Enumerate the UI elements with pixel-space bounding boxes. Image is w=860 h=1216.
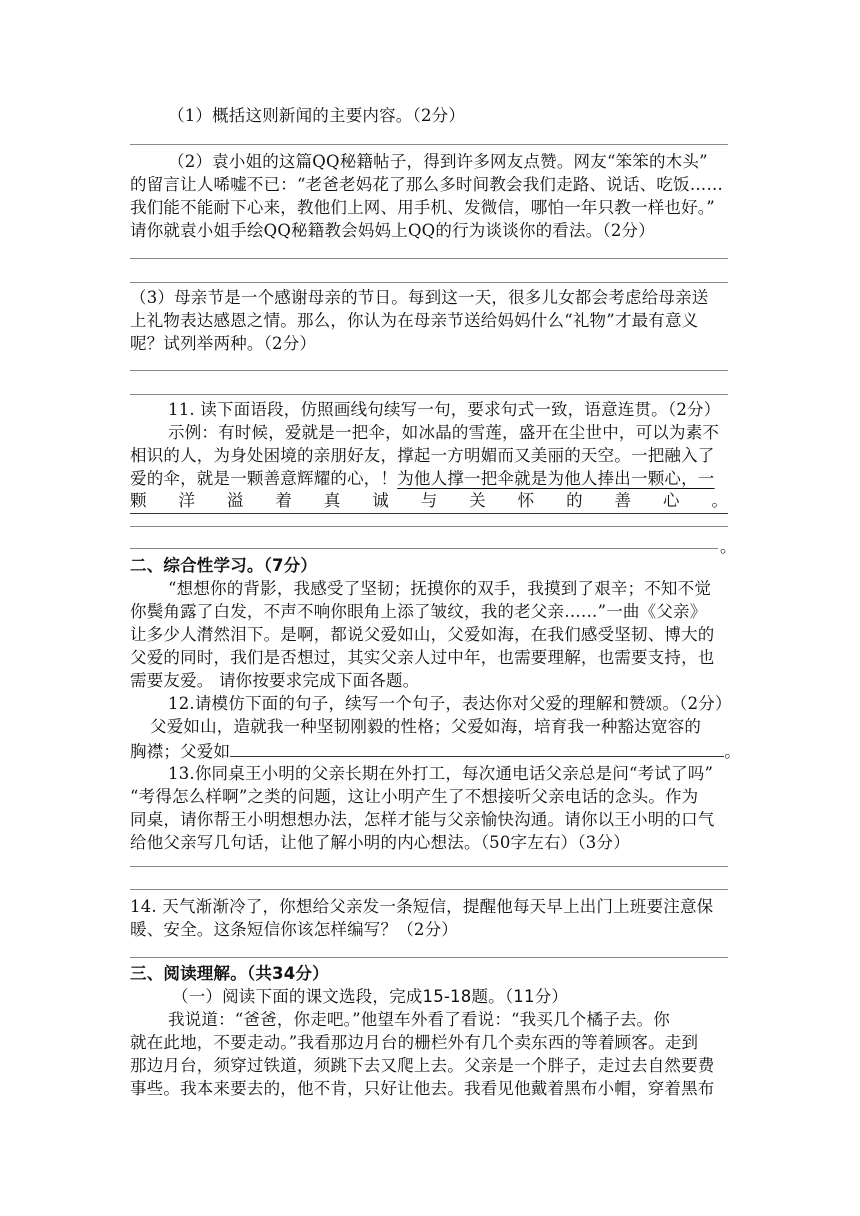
- question-11-line: 11. 读下面语段，仿照画线句续写一句，要求句式一致，语意连贯。（2分）: [168, 400, 721, 419]
- question-11-line: [130, 467, 715, 491]
- underlined-example-spread: [130, 489, 728, 514]
- answer-line: [130, 144, 728, 145]
- question-12-line: 12.请模仿下面的句子，续写一个句子，表达你对父爱的理解和赞颂。（2分）: [168, 694, 732, 713]
- passage-2-line: 需要友爱。 请你按要求完成下面各题。: [130, 671, 420, 690]
- spread-char: 关: [469, 491, 486, 510]
- passage-3-line: 我说道：“爸爸，你走吧。”他望车外看了看说：“我买几个橘子去。你: [168, 1010, 670, 1029]
- spread-char: 真: [323, 491, 341, 510]
- question-13-line: 13.你同桌王小明的父亲长期在外打工，每次通电话父亲总是问“考试了吗”: [168, 764, 714, 783]
- subsection-1-heading: （一）阅读下面的课文选段，完成15-18题。（11分）: [172, 987, 569, 1006]
- question-2-line: （2）袁小姐的这篇QQ秘籍帖子，得到许多网友点赞。网友“笨笨的木头”: [168, 152, 708, 171]
- section-2-heading: 二、综合性学习。（7分）: [130, 556, 318, 575]
- fill-in-blank[interactable]: [230, 738, 724, 757]
- answer-line: [130, 889, 728, 890]
- question-14-line: 暖、安全。这条短信你该怎样编写？（2分）: [130, 920, 458, 939]
- question-11-line: 相识的人，为身处困境的亲朋好友，撑起一方明媚而又美丽的天空。一把融入了: [130, 446, 715, 465]
- passage-2-line: 父爱的同时，我们是否想过，其实父亲人过中年，也需要理解，也需要支持，也: [130, 648, 715, 667]
- question-2-line: 请你就袁小姐手绘QQ秘籍教会妈妈上QQ的行为谈谈你的看法。（2分）: [130, 221, 655, 240]
- spread-char: 洋: [178, 491, 195, 510]
- passage-2-line: 你鬓角露了白发，不声不响你眼角上添了皱纹，我的老父亲……”一曲《父亲》: [130, 602, 707, 621]
- passage-3-line: 那边月台，须穿过铁道，须跳下去又爬上去。父亲是一个胖子，走过去自然要费: [130, 1056, 715, 1075]
- spread-char: 与: [420, 491, 438, 510]
- question-13-line: 给他父亲写几句话，让他了解小明的内心想法。（50字左右）（3分）: [130, 833, 630, 852]
- question-3-line: 呢？试列举两种。（2分）: [130, 334, 317, 353]
- question-11-text: 爱的伞，就是一颗善意辉耀的心，！: [130, 469, 398, 488]
- question-13-line: 同桌，请你帮王小明想想办法，怎样才能与父亲愉快沟通。请你以王小明的口气: [130, 810, 715, 829]
- answer-line: [130, 526, 728, 527]
- question-12-line: [130, 738, 741, 764]
- answer-line: [130, 394, 728, 395]
- answer-line-end: 。: [720, 537, 737, 556]
- question-1: （1）概括这则新闻的主要内容。（2分）: [168, 106, 466, 125]
- question-3-line: 上礼物表达感恩之情。那么，你认为在母亲节送给妈妈什么“礼物”才最有意义: [130, 311, 699, 330]
- underlined-example: 为他人撑一把伞就是为他人捧出一颗心，一: [397, 469, 715, 488]
- answer-line: [130, 282, 728, 283]
- question-12-line: 父爱如山，造就我一种坚韧刚毅的性格；父爱如海，培育我一种豁达宽容的: [150, 717, 702, 736]
- spread-char: 溢: [226, 491, 244, 510]
- question-11-line: 示例：有时候，爱就是一把伞，如冰晶的雪莲，盛开在尘世中，可以为素不: [168, 423, 720, 442]
- passage-3-line: 事些。我本来要去的，他不肯，只好让他去。我看见他戴着黑布小帽，穿着黑布: [130, 1079, 715, 1098]
- spread-char: 善: [614, 491, 632, 510]
- spread-char: 心: [662, 491, 680, 510]
- answer-line: [130, 957, 728, 958]
- passage-2-line: 让多少人潸然泪下。是啊，都说父爱如山，父爱如海，在我们感受坚韧、博大的: [130, 625, 715, 644]
- question-2-line: 的留言让人唏嘘不已：“老爸老妈花了那么多时间教会我们走路、说话、吃饭……: [130, 175, 724, 194]
- spread-char: 。: [711, 491, 728, 510]
- passage-3-line: 就在此地，不要走动。”我看那边月台的栅栏外有几个卖东西的等着顾客。走到: [130, 1033, 699, 1052]
- question-14-line: 14. 天气渐渐冷了，你想给父亲发一条短信，提醒他每天早上出门上班要注意保: [130, 897, 714, 916]
- spread-char: 颗: [130, 491, 147, 510]
- question-12-end: 。: [724, 742, 741, 761]
- answer-line: [130, 258, 728, 259]
- spread-char: 着: [275, 491, 292, 510]
- passage-2-line: “想想你的背影，我感受了坚韧；抚摸你的双手，我摸到了艰辛；不知不觉: [168, 579, 712, 598]
- section-3-heading: 三、阅读理解。（共34分）: [130, 964, 329, 983]
- question-3-line: （3）母亲节是一个感谢母亲的节日。每到这一天，很多儿女都会考虑给母亲送: [130, 288, 709, 307]
- question-12-prompt: 胸襟；父爱如: [130, 742, 231, 761]
- spread-char: 怀: [517, 491, 535, 510]
- spread-char: 诚: [372, 491, 389, 510]
- spread-char: 的: [566, 491, 583, 510]
- answer-line: [130, 370, 728, 371]
- question-2-line: 我们能不能耐下心来，教他们上网、用手机、发微信，哪怕一年只教一样也好。”: [130, 198, 715, 217]
- question-13-line: “考得怎么样啊”之类的问题，这让小明产生了不想接听父亲电话的念头。作为: [130, 787, 699, 806]
- answer-line: [130, 548, 718, 549]
- answer-line: [130, 866, 728, 867]
